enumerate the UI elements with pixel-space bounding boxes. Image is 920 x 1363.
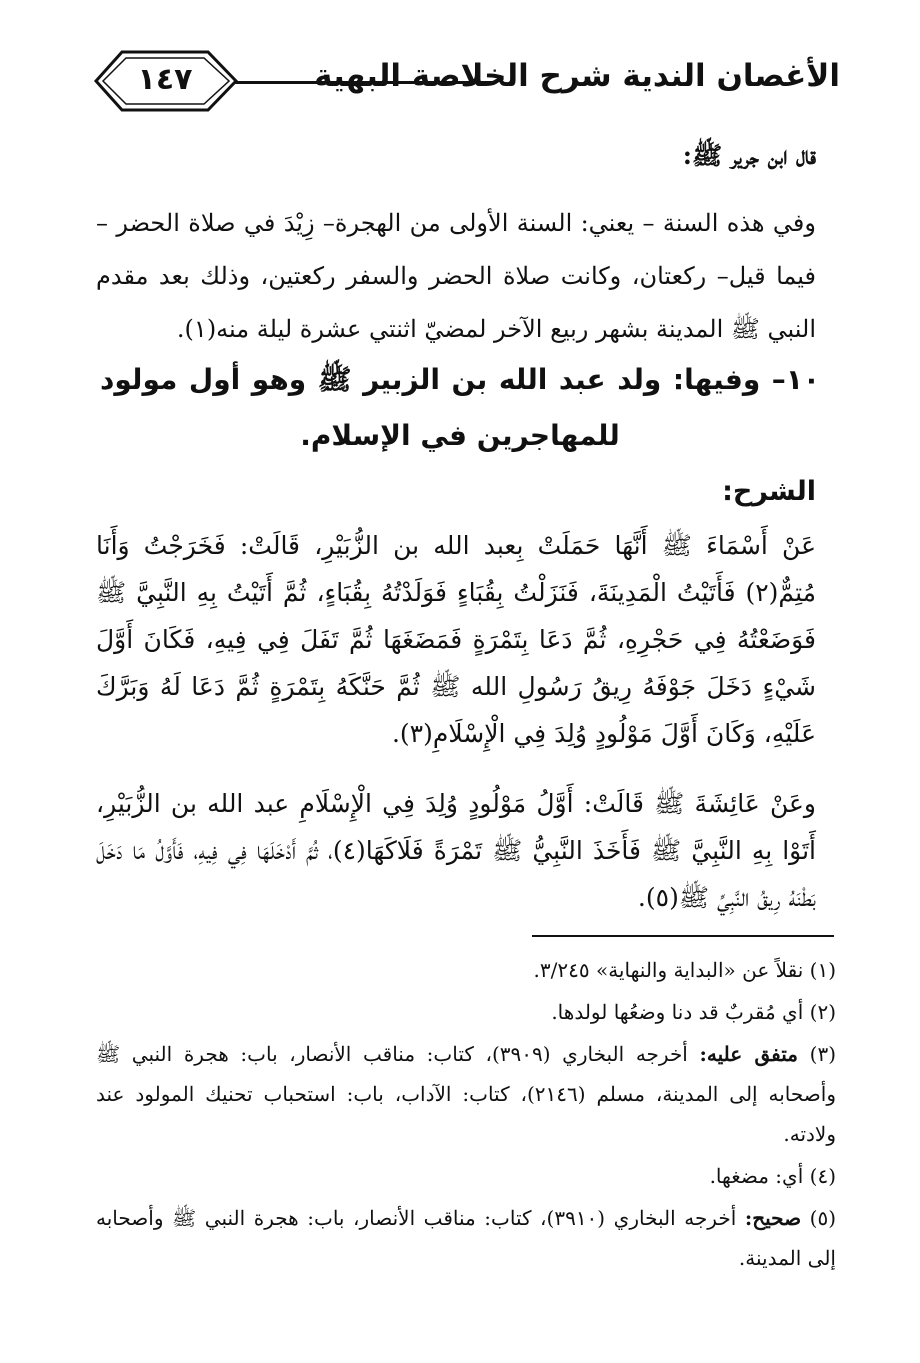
footnote-text: أخرجه البخاري (٣٩٠٩)، كتاب: مناقب الأنصار، باب: هجرة النبي ﷺ وأصحابه إلى المدينة، مسلم (٢١٤٦)، كتاب: الآداب، باب: استحباب تحنيك المولود عند ولادته.	[96, 1042, 836, 1146]
footnote-item	[96, 1156, 836, 1196]
footnote-text: نقلاً عن «البداية والنهاية» ٣/٢٤٥.	[533, 958, 804, 982]
paragraph-intro: وفي هذه السنة – يعني: السنة الأولى من الهجرة– زِيْدَ في صلاة الحضر – فيما قيل– ركعتان، وكانت صلاة الحضر والسفر ركعتين، وذلك بعد مقدم النبي ﷺ المدينة بشهر ربيع الآخر لمضيّ اثنتي عشرة ليلة منه(١).	[96, 209, 816, 343]
sharh-label: الشرح:	[722, 476, 816, 507]
footnote-item	[96, 1198, 836, 1278]
footnote-label: (٢)	[809, 1000, 836, 1024]
footnote-divider	[532, 935, 834, 937]
page-header	[60, 44, 850, 118]
book-title: الأغصان الندية شرح الخلاصة البهية	[314, 58, 840, 94]
footnote-item	[96, 950, 836, 990]
footnote-label: (٣)	[809, 1042, 837, 1066]
footnote-text: أي: مضغها.	[709, 1164, 804, 1188]
section-heading: ١٠– وفيها: ولد عبد الله بن الزبير ﷺ وهو أول مولود للمهاجرين في الإسلام.	[100, 363, 820, 452]
page-number: ١٤٧	[137, 62, 193, 97]
footnote-label: (١)	[809, 958, 836, 982]
footnote-label: (٤)	[809, 1164, 836, 1188]
footnote-item	[96, 1034, 836, 1154]
footnote-label: (٥)	[809, 1206, 836, 1230]
hadith-asma-paragraph: عَنْ أَسْمَاءَ ﷺ أَنَّهَا حَمَلَتْ بِعبد الله بن الزُّبَيْرِ، قَالَتْ: فَخَرَجْتُ وَأَنَا مُتِمٌّ(٢) فَأَتَيْتُ الْمَدِينَةَ، فَنَزَلْتُ بِقُبَاءٍ فَوَلَدْتُهُ بِقُبَاءٍ، ثُمَّ أَتَيْتُ بِهِ النَّبِيَّ ﷺ فَوَضَعْتُهُ فِي حَجْرِهِ، ثُمَّ دَعَا بِتَمْرَةٍ فَمَضَغَهَا ثُمَّ تَفَلَ فِي فِيهِ، فَكَانَ أَوَّلَ شَيْءٍ دَخَلَ جَوْفَهُ رِيقُ رَسُولِ الله ﷺ ثُمَّ حَنَّكَهُ بِتَمْرَةٍ ثُمَّ دَعَا لَهُ وَبَرَّكَ عَلَيْهِ، وَكَانَ أَوَّلَ مَوْلُودٍ وُلِدَ فِي الْإِسْلَامِ(٣).	[96, 531, 816, 748]
footnote-grade: صحيح:	[744, 1206, 802, 1230]
footnote-text: أخرجه البخاري (٣٩١٠)، كتاب: مناقب الأنصار، باب: هجرة النبي ﷺ وأصحابه إلى المدينة.	[96, 1206, 836, 1270]
footnote-text: أي مُقربٌ قد دنا وضعُها لولدها.	[551, 1000, 804, 1024]
speaker-line: قال ابن جرير ﷺ:	[682, 141, 816, 170]
hadith-aisha-paragraph: وعَنْ عَائِشَةَ ﷺ قَالَتْ: أَوَّلُ مَوْلُودٍ وُلِدَ فِي الْإِسْلَامِ عبد الله بن الزُّبَيْرِ، أَتَوْا بِهِ النَّبِيَّ ﷺ فَأَخَذَ النَّبِيُّ ﷺ تَمْرَةً فَلَاكَهَا(٤)، ثُمَّ أَدْخَلَهَا فِي فِيهِ، فَأَوَّلُ مَا دَخَلَ بَطْنَهُ رِيقُ النَّبِيِّ ﷺ(٥).	[96, 789, 816, 912]
footnote-item	[96, 992, 836, 1032]
footnote-grade: متفق عليه:	[699, 1042, 798, 1066]
footnotes	[96, 950, 836, 1280]
